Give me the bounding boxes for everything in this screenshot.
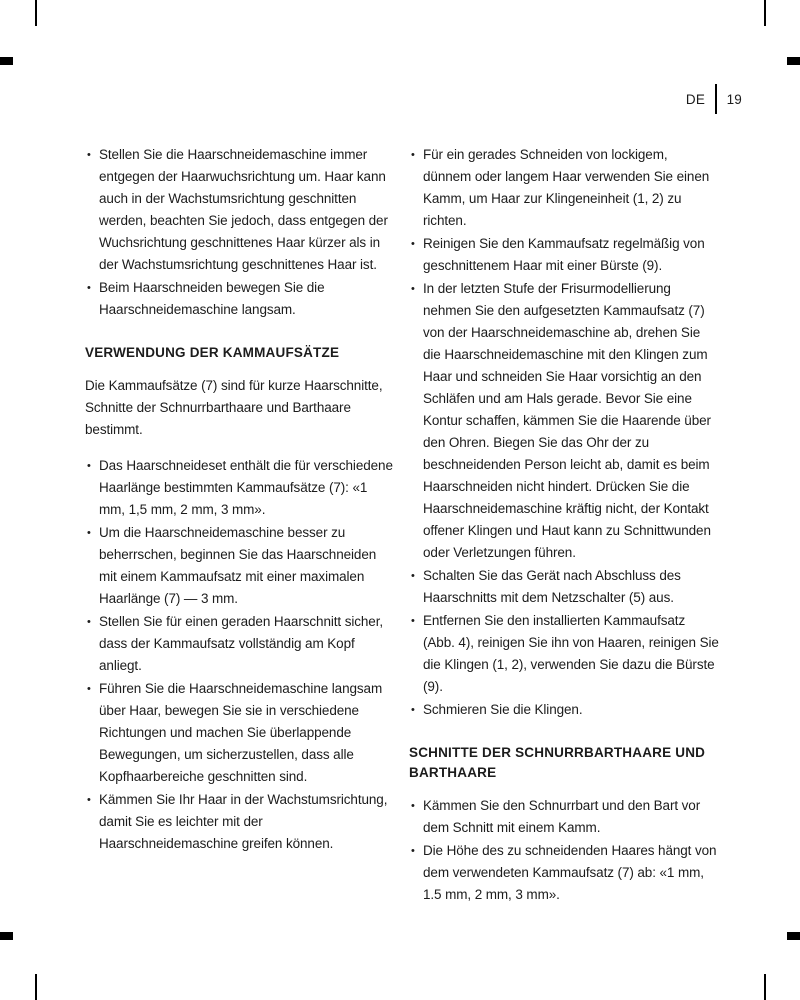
list-item: • Schalten Sie das Gerät nach Abschluss des Haarschnitts mit dem Netzschalter (5) aus.: [409, 565, 719, 609]
list-item: • Führen Sie die Haarschneidemaschine langsam über Haar, bewegen Sie sie in verschiedene Richtungen und machen Sie überlappende Bewegungen, um sicherzustellen, dass alle Kopfhaarbereiche geschnitten sind.: [85, 678, 395, 788]
left-column: [85, 144, 395, 907]
list-item: • Die Höhe des zu schneidenden Haares hängt von dem verwendeten Kammaufsatz (7) ab: «1 mm, 1.5 mm, 2 mm, 3 mm».: [409, 840, 719, 906]
intro-paragraph: Die Kammaufsätze (7) sind für kurze Haarschnitte, Schnitte der Schnurrbarthaare und Barthaare bestimmt.: [85, 378, 383, 437]
list-item: • Stellen Sie die Haarschneidemaschine immer entgegen der Haarwuchsrichtung um. Haar kann auch in der Wachstumsrichtung geschnitten werden, beachten Sie jedoch, dass entgegen der Wuchsrichtung geschnittenes Haar kürzer als in der Wachstumsrichtung geschnittenes Haar ist.: [85, 144, 395, 276]
list-item: • Das Haarschneideset enthält die für verschiedene Haarlänge bestimmten Kammaufsätze (7): «1 mm, 1,5 mm, 2 mm, 3 mm».: [85, 455, 395, 521]
crop-mark-top-right: [764, 0, 766, 26]
list-item: • Für ein gerades Schneiden von lockigem, dünnem oder langem Haar verwenden Sie einen Kamm, um Haar zur Klingeneinheit (1, 2) zu richten.: [409, 144, 719, 232]
bullet-list-kammaufsatz: [85, 455, 395, 855]
language-label: DE: [685, 91, 706, 107]
list-item: • Reinigen Sie den Kammaufsatz regelmäßig von geschnittenem Haar mit einer Bürste (9).: [409, 233, 719, 277]
page-number: 19: [726, 91, 742, 107]
crop-bar-left-top: [0, 57, 13, 65]
list-item: • Stellen Sie für einen geraden Haarschnitt sicher, dass der Kammaufsatz vollständig am Kopf anliegt.: [85, 611, 395, 677]
right-column: [409, 144, 719, 907]
bullet-list-beard: [409, 795, 719, 906]
crop-mark-bottom-left: [35, 974, 37, 1000]
list-item: • Kämmen Sie Ihr Haar in der Wachstumsrichtung, damit Sie es leichter mit der Haarschneidemaschine greifen können.: [85, 789, 395, 855]
section-heading-kammaufsaetze: VERWENDUNG DER KAMMAUFSÄTZE: [85, 345, 340, 360]
list-item: • In der letzten Stufe der Frisurmodellierung nehmen Sie den aufgesetzten Kammaufsatz (7) von der Haarschneidemaschine ab, drehen Sie die Haarschneidemaschine mit den Klingen zum Haar und schneiden Sie Haar vorsichtig an den Schläfen und am Hals gerade. Bevor Sie eine Kontur schaffen, kämmen Sie die Haarende über den Ohren. Biegen Sie das Ohr der zu beschneidenden Person leicht ab, damit es beim Haarschneiden nicht hindert. Drücken Sie die Haarschneidemaschine kräftig nicht, der Kontakt offener Klingen und Haut kann zu Schnittwunden oder Verletzungen führen.: [409, 278, 719, 564]
page-content: [85, 144, 719, 907]
crop-bar-right-bottom: [787, 932, 800, 940]
list-item: • Schmieren Sie die Klingen.: [409, 699, 719, 721]
crop-mark-bottom-right: [764, 974, 766, 1000]
crop-bar-left-bottom: [0, 932, 13, 940]
list-item: • Beim Haarschneiden bewegen Sie die Haarschneidemaschine langsam.: [85, 277, 395, 321]
bullet-list-cutting-tips: [409, 144, 719, 721]
list-item: • Um die Haarschneidemaschine besser zu beherrschen, beginnen Sie das Haarschneiden mit einem Kammaufsatz mit einer maximalen Haarlänge (7) — 3 mm.: [85, 522, 395, 610]
section-heading-schnitte: SCHNITTE DER SCHNURRBARTHAARE UND BARTHAARE: [409, 745, 706, 780]
list-item: • Kämmen Sie den Schnurrbart und den Bart vor dem Schnitt mit einem Kamm.: [409, 795, 719, 839]
crop-mark-top-left: [35, 0, 37, 26]
list-item: • Entfernen Sie den installierten Kammaufsatz (Abb. 4), reinigen Sie ihn von Haaren, reinigen Sie die Klingen (1, 2), verwenden Sie dazu die Bürste (9).: [409, 610, 719, 698]
bullet-list-handling: [85, 144, 395, 321]
page-header: [686, 84, 742, 114]
crop-bar-right-top: [787, 57, 800, 65]
